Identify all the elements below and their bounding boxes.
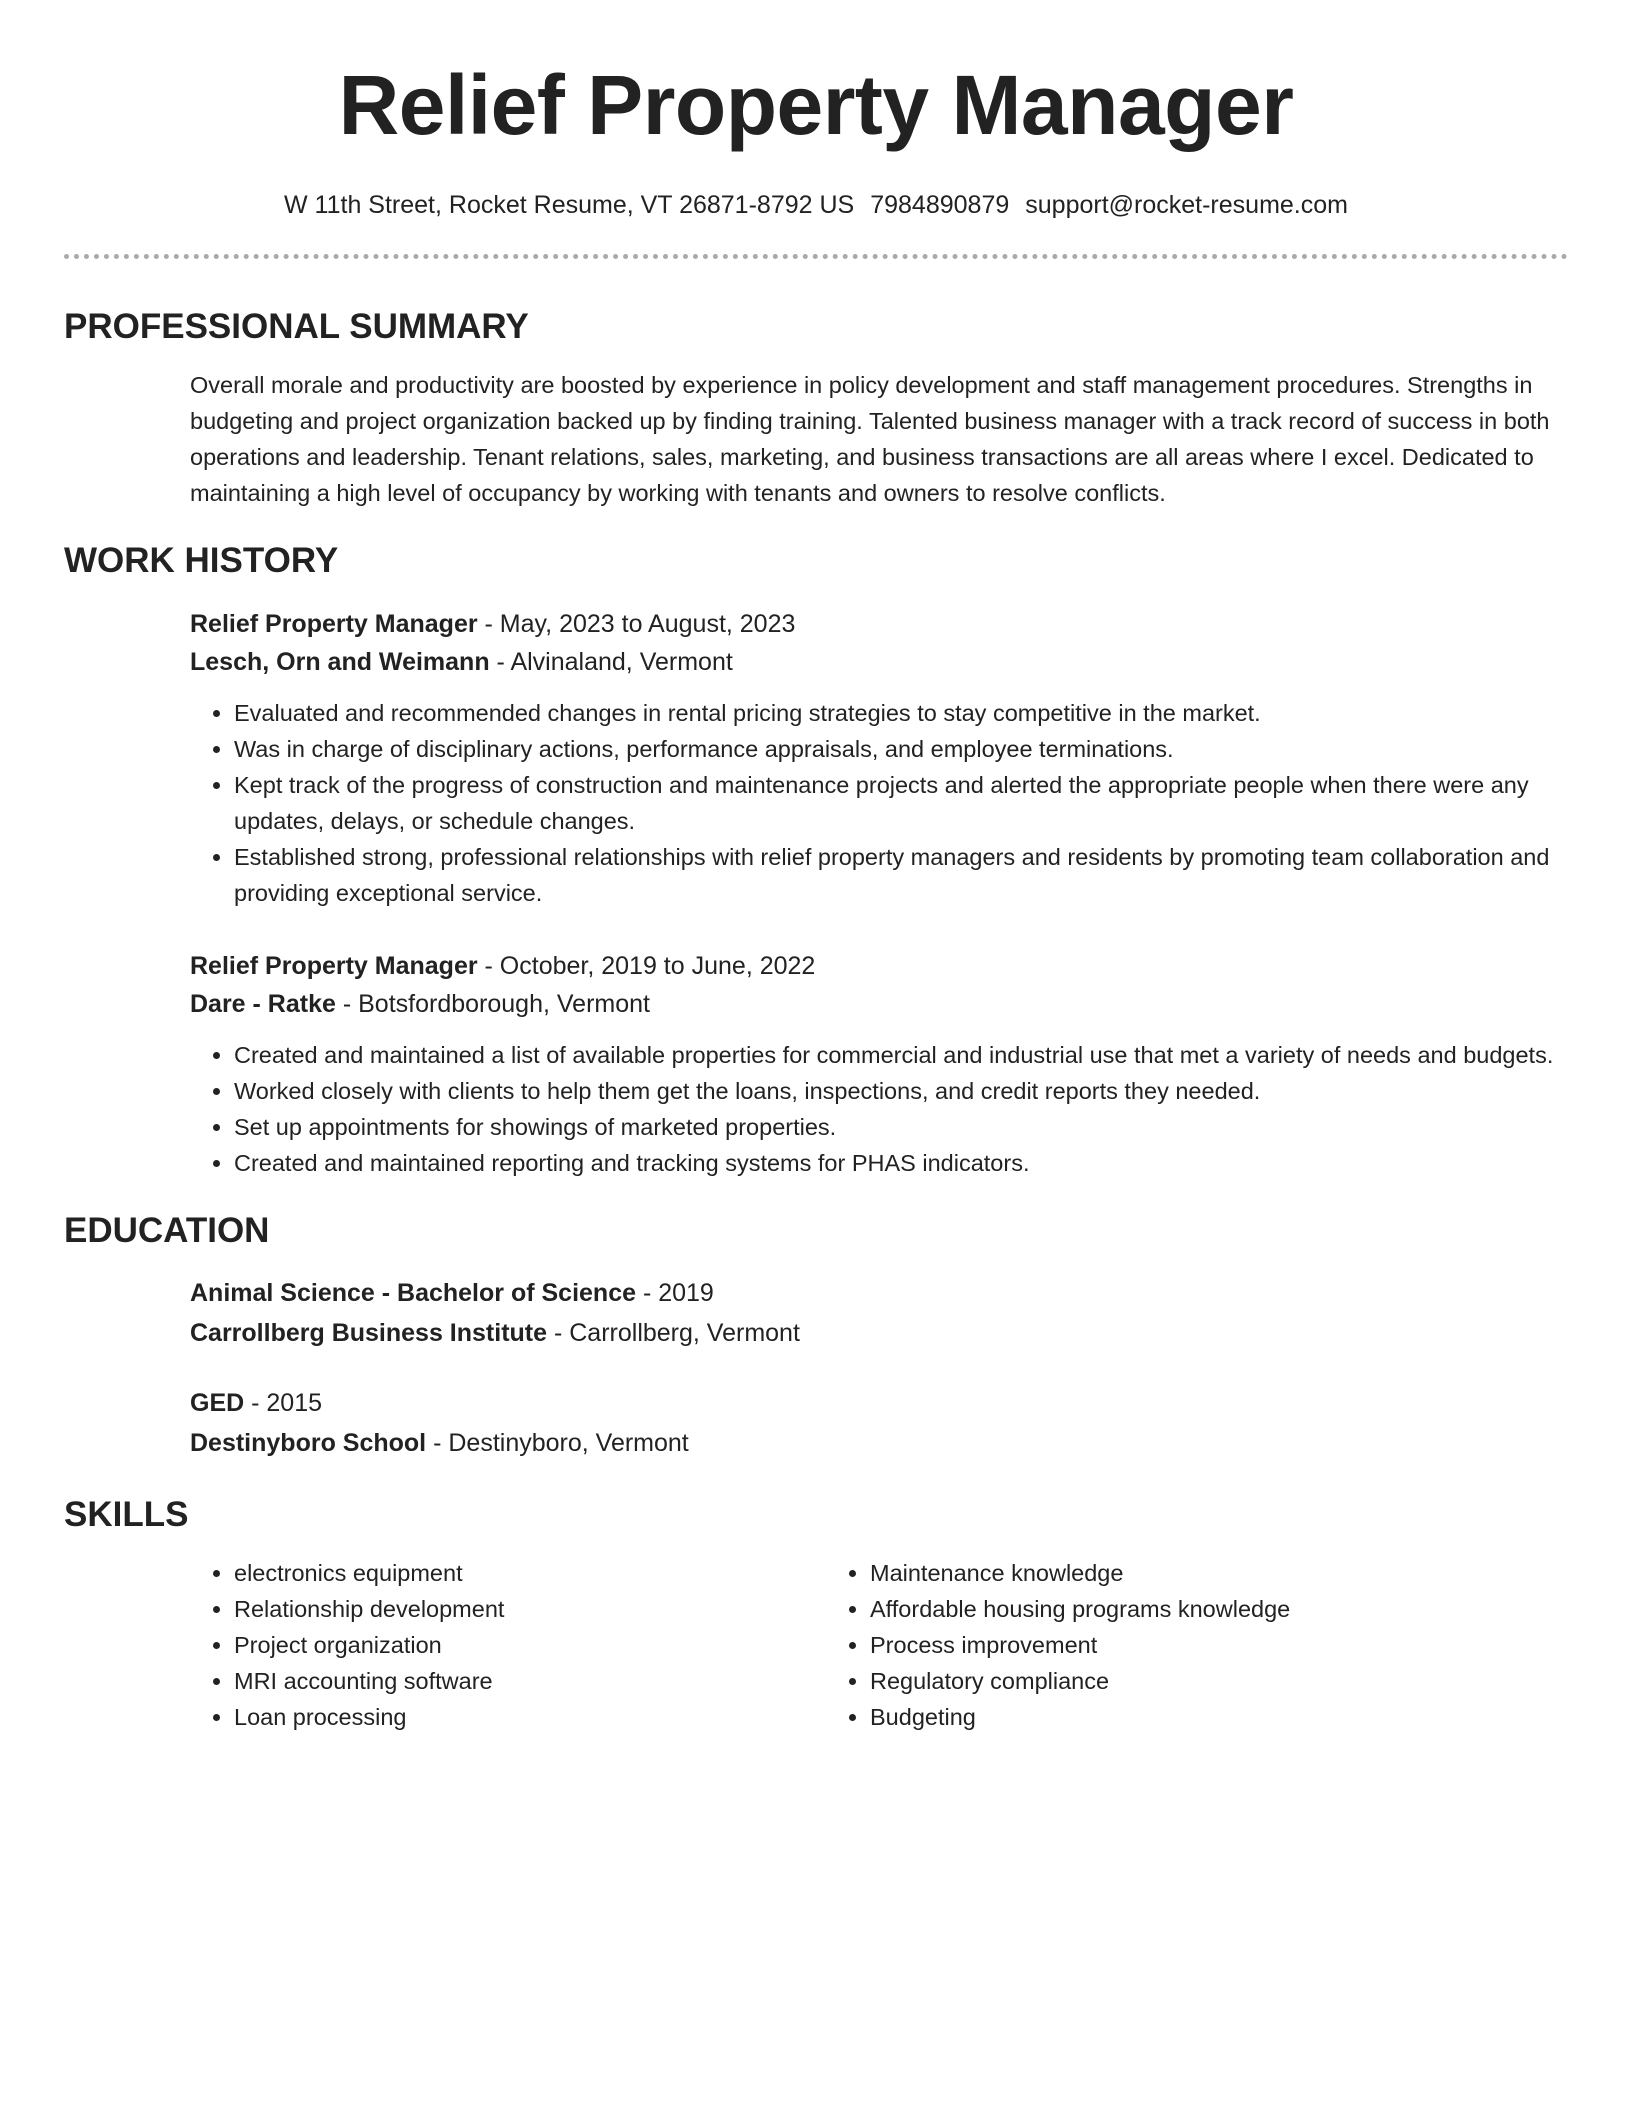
job-dates: - May, 2023 to August, 2023: [477, 610, 796, 638]
contact-address: W 11th Street, Rocket Resume, VT 26871-8792 US: [284, 191, 855, 219]
job-company-line: [190, 985, 1568, 1023]
skill-item: • MRI accounting software: [234, 1663, 826, 1699]
summary-heading: PROFESSIONAL SUMMARY: [64, 307, 529, 346]
job-bullets: [190, 695, 1568, 911]
job-entry: [190, 947, 1568, 1181]
job-role: Relief Property Manager: [190, 610, 478, 638]
education-school-line: [190, 1313, 1568, 1353]
list-item: • Set up appointments for showings of marketed properties.: [234, 1109, 1568, 1145]
skill-item: • Project organization: [234, 1627, 826, 1663]
education-school: Destinyboro School: [190, 1429, 427, 1457]
list-item: • Evaluated and recommended changes in rental pricing strategies to stay competitive in the market.: [234, 695, 1568, 731]
work-history-heading: WORK HISTORY: [64, 541, 339, 580]
contact-email: support@rocket-resume.com: [1025, 191, 1348, 219]
education-location: - Carrollberg, Vermont: [547, 1319, 800, 1347]
list-item: • Worked closely with clients to help them get the loans, inspections, and credit reports they needed.: [234, 1073, 1568, 1109]
job-title-line: [190, 947, 1568, 985]
education-degree: GED: [190, 1389, 245, 1417]
list-item: • Created and maintained reporting and tracking systems for PHAS indicators.: [234, 1145, 1568, 1181]
skill-item: • Regulatory compliance: [870, 1663, 1462, 1699]
education-year: - 2019: [636, 1279, 714, 1307]
job-location: - Botsfordborough, Vermont: [335, 990, 650, 1018]
skills-column-2: [826, 1555, 1462, 1735]
job-location: - Alvinaland, Vermont: [489, 648, 733, 676]
list-item: • Was in charge of disciplinary actions, performance appraisals, and employee terminations.: [234, 731, 1568, 767]
contact-phone: 7984890879: [870, 191, 1010, 219]
education-school: Carrollberg Business Institute: [190, 1319, 548, 1347]
skills-column-1: [190, 1555, 826, 1735]
job-company-line: [190, 643, 1568, 681]
skill-item: • Loan processing: [234, 1699, 826, 1735]
skill-item: • Budgeting: [870, 1699, 1462, 1735]
contact-line: [64, 188, 1568, 222]
list-item: • Established strong, professional relationships with relief property managers and residents by promoting team collaboration and providing exceptional service.: [234, 839, 1568, 911]
education-school-line: [190, 1423, 1568, 1463]
job-company: Dare - Ratke: [190, 990, 336, 1018]
skill-item: • Affordable housing programs knowledge: [870, 1591, 1462, 1627]
education-degree: Animal Science - Bachelor of Science: [190, 1279, 636, 1307]
skill-item: • Process improvement: [870, 1627, 1462, 1663]
education-year: - 2015: [244, 1389, 323, 1417]
skills-heading: SKILLS: [64, 1495, 189, 1534]
resume-name: Relief Property Manager: [338, 58, 1294, 152]
list-item: • Kept track of the progress of construction and maintenance projects and alerted the appropriate people when there were any updates, delays, or schedule changes.: [234, 767, 1568, 839]
skill-item: • electronics equipment: [234, 1555, 826, 1591]
header-divider: [64, 254, 1568, 259]
job-bullets: [190, 1037, 1568, 1181]
list-item: • Created and maintained a list of available properties for commercial and industrial use that met a variety of needs and budgets.: [234, 1037, 1568, 1073]
job-title-line: [190, 605, 1568, 643]
education-location: - Destinyboro, Vermont: [426, 1429, 689, 1457]
skill-item: • Relationship development: [234, 1591, 826, 1627]
job-entry: [190, 605, 1568, 911]
job-company: Lesch, Orn and Weimann: [190, 648, 490, 676]
education-entry: [190, 1383, 1568, 1463]
education-degree-line: [190, 1273, 1568, 1313]
education-entry: [190, 1273, 1568, 1353]
skill-item: • Maintenance knowledge: [870, 1555, 1462, 1591]
job-dates: - October, 2019 to June, 2022: [477, 952, 816, 980]
job-role: Relief Property Manager: [190, 952, 478, 980]
education-degree-line: [190, 1383, 1568, 1423]
skills-grid: [190, 1555, 1568, 1735]
education-heading: EDUCATION: [64, 1211, 270, 1250]
summary-text: Overall morale and productivity are boosted by experience in policy development and staff management procedures. Strengths in budgeting and project organization backed up by finding training. Talented business manager with a track record of success in both operations and leadership. Tenant relations, sales, marketing, and business transactions are all areas where I excel. Dedicated to maintaining a high level of occupancy by working with tenants and owners to resolve conflicts.: [190, 372, 1550, 506]
